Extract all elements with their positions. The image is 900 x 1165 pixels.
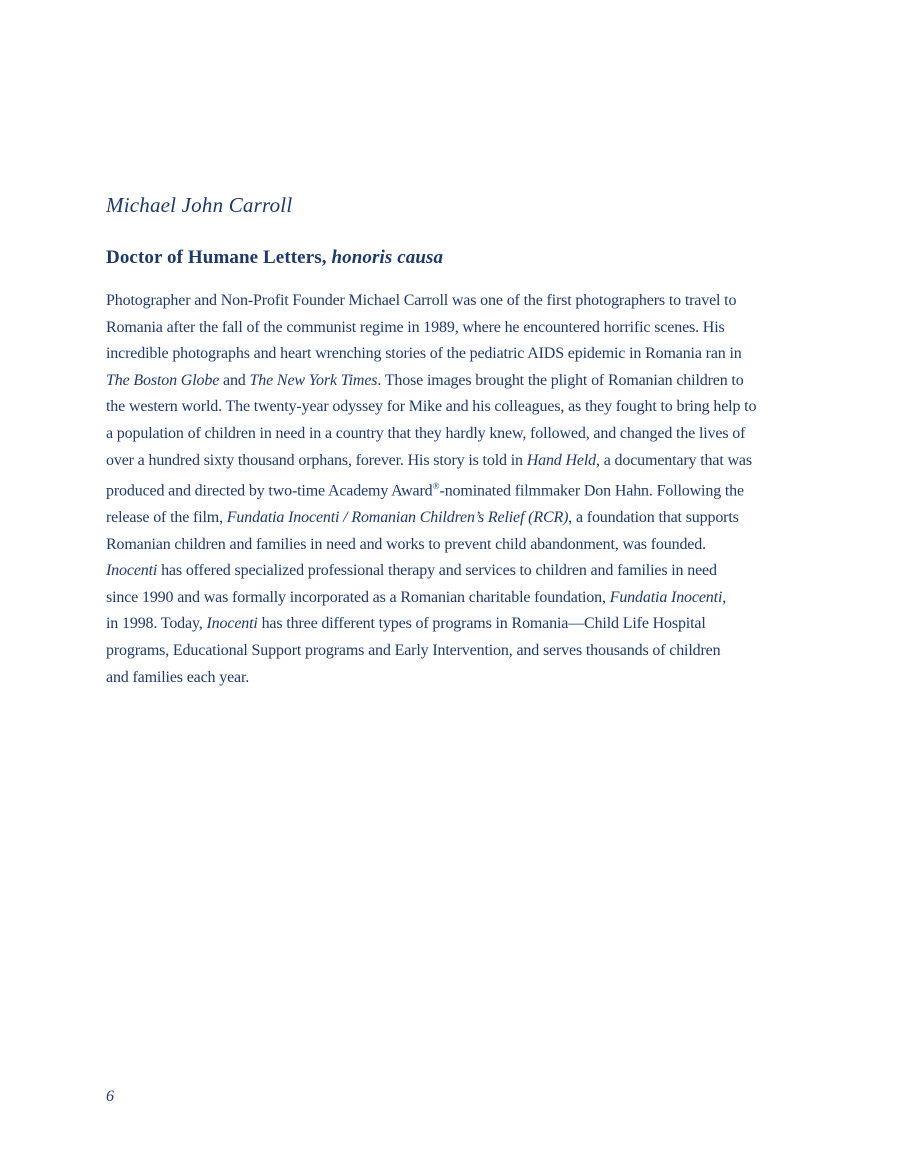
body-line: over a hundred sixty thousand orphans, forever. His story is told in Hand Held, a documentary that was [106,451,752,469]
body-line: in 1998. Today, Inocenti has three different types of programs in Romania—Child Life Hospital [106,615,706,633]
body-line: since 1990 and was formally incorporated as a Romanian charitable foundation, Fundatia Inocenti, [106,588,727,606]
body-line: Photographer and Non-Profit Founder Michael Carroll was one of the first photographers to travel to [106,292,737,309]
page-number: 6 [106,1088,114,1105]
body-paragraph [106,288,806,691]
body-line: programs, Educational Support programs and Early Intervention, and serves thousands of children [106,642,721,660]
body-line: Inocenti has offered specialized professional therapy and services to children and families in need [106,562,717,580]
degree-subtitle-main: Doctor of Humane Letters, [106,247,332,268]
body-line: incredible photographs and heart wrenching stories of the pediatric AIDS epidemic in Romania ran in [106,345,742,363]
body-line: and families each year. [106,668,250,686]
body-line: Romanian children and families in need and works to prevent child abandonment, was founded. [106,535,706,553]
degree-subtitle-emphasis: honoris causa [331,247,444,268]
honoree-name-title: Michael John Carroll [106,193,293,217]
body-line: the western world. The twenty-year odyssey for Mike and his colleagues, as they fought to bring help to [106,398,757,416]
degree-subtitle [106,244,443,272]
body-line: Romania after the fall of the communist regime in 1989, where he encountered horrific scenes. His [106,318,725,336]
body-line: release of the film, Fundatia Inocenti / Romanian Children’s Relief (RCR), a foundation that supports [106,509,739,527]
body-line: The Boston Globe and The New York Times. Those images brought the plight of Romanian children to [106,371,744,389]
body-line: a population of children in need in a country that they hardly knew, followed, and changed the lives of [106,424,746,442]
body-line: produced and directed by two-time Academy Award®-nominated filmmaker Don Hahn. Following the [106,482,744,500]
